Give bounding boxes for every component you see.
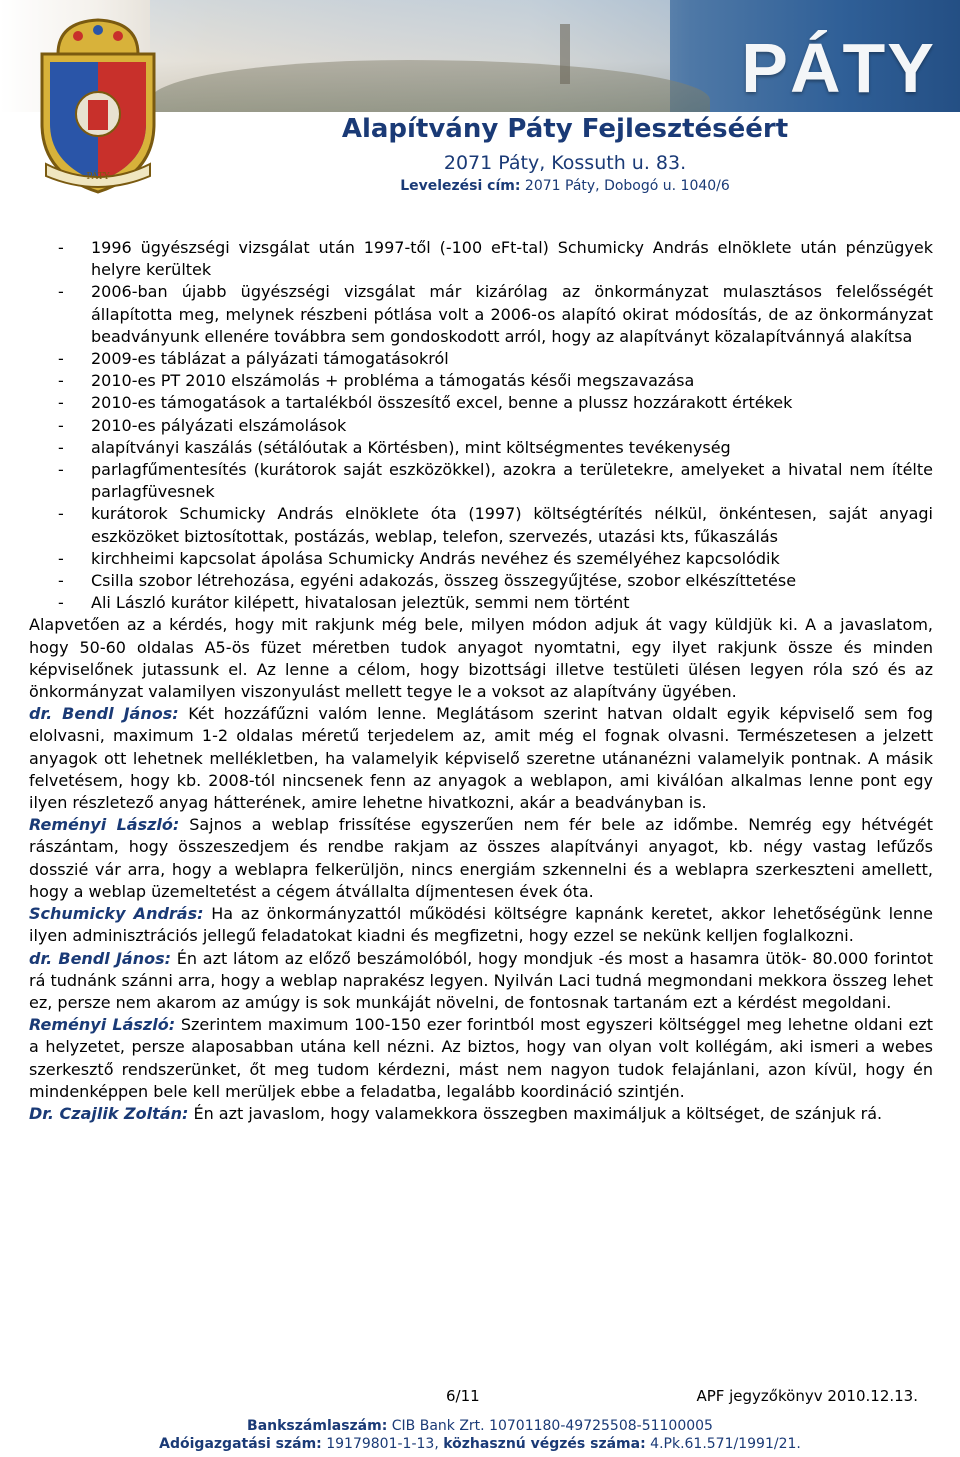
court-ruling-label: közhasznú végzés száma: bbox=[443, 1436, 646, 1452]
list-item: - 1996 ügyészségi vizsgálat után 1997-től (-100 eFt-tal) Schumicky András elnöklete után pénzügyek helyre kerültek bbox=[29, 237, 933, 281]
paragraph-text: Két hozzáfűzni valóm lenne. Meglátásom szerint hatvan oldalt egyik képviselő sem fog elolvasni, maximum 1-2 oldalas méretű terjedelem az, amit még el fognak olvasni. Természetesen a jelzett anyagok ott lehetnek mellékletben, ha valamelyik képviselő szeretne utánanézni valamelyik pontnak. A másik felvetésem, hogy kb. 2008-tól nincsenek fenn az anyagok a weblapon, ami kiválóan alkalmas lenne pont egy ilyen részletező anyag hátterének, amire lehetne hivatkozni, akár a beadványban is. bbox=[29, 704, 933, 813]
paragraph-text: Én azt javaslom, hogy valamekkora összegben maximáljuk a költséget, de szánjuk rá. bbox=[188, 1103, 883, 1123]
document-body bbox=[29, 237, 933, 1125]
bullet-list bbox=[29, 237, 933, 614]
paragraph bbox=[29, 703, 933, 814]
tax-number-value: 19179801-1-13, bbox=[326, 1436, 439, 1452]
list-item: - kirchheimi kapcsolat ápolása Schumicky András nevéhez és személyéhez kapcsolódik bbox=[29, 548, 933, 570]
banner-church-tower bbox=[560, 24, 570, 84]
list-item: - Ali László kurátor kilépett, hivatalosan jeleztük, semmi nem történt bbox=[29, 592, 933, 614]
list-item: - 2010-es pályázati elszámolások bbox=[29, 415, 933, 437]
speaker-name: dr. Bendl János: bbox=[29, 948, 172, 968]
bank-account-label: Bankszámlaszám: bbox=[247, 1418, 388, 1434]
speaker-name: dr. Bendl János: bbox=[29, 704, 179, 724]
list-item: - 2010-es PT 2010 elszámolás + probléma a támogatás késői megszavazása bbox=[29, 370, 933, 392]
bank-account-value: CIB Bank Zrt. 10701180-49725508-51100005 bbox=[391, 1418, 713, 1434]
list-item: - parlagfűmentesítés (kurátorok saját eszközökkel), azokra a területekre, amelyeket a hivatal nem ítélte parlagfüvesnek bbox=[29, 459, 933, 503]
paragraph bbox=[29, 1014, 933, 1103]
paragraph bbox=[29, 814, 933, 903]
speaker-name: Dr. Czajlik Zoltán: bbox=[29, 1103, 189, 1123]
paragraph bbox=[29, 614, 933, 703]
tax-info bbox=[0, 1436, 960, 1452]
paragraph-text: Sajnos a weblap frissítése egyszerűen nem fér bele az időmbe. Nemrég egy hétvégét rászántam, hogy összeszedjem és rendbe rakjam az összes alapítványi anyagot, kb. négy vastag lefűzős dosszié vár arra, hogy a weblapra felkerüljön, nincs energiám szkennelni és a weblapra szerkeszteni amellett, hogy a weblap üzemeltetést a cégem átvállalta díjmentesen évek óta. bbox=[29, 815, 933, 901]
paragraph bbox=[29, 903, 933, 947]
list-item: - Csilla szobor létrehozása, egyéni adakozás, összeg összegyűjtése, szobor elkészíttetése bbox=[29, 570, 933, 592]
mailing-address-value: 2071 Páty, Dobogó u. 1040/6 bbox=[524, 178, 730, 194]
speaker-name: Schumicky András: bbox=[29, 904, 204, 924]
banner-logo-text: PÁTY bbox=[741, 29, 936, 107]
mailing-address-label: Levelezési cím: bbox=[400, 178, 521, 194]
paragraph bbox=[29, 1103, 933, 1125]
mailing-address bbox=[0, 178, 960, 194]
paragraph-text: Ha az önkormányzattól működési költségre kapnánk keretet, akkor lehetőségünk lenne ilyen adminisztrációs jellegű feladatokat kiadni és megfizetni, hogy ezzel se nekünk kelljen foglalkozni. bbox=[29, 904, 934, 946]
page-number: 6/11 bbox=[446, 1387, 480, 1405]
paragraph bbox=[29, 948, 933, 1015]
list-item: - alapítványi kaszálás (sétálóutak a Körtésben), mint költségmentes tevékenység bbox=[29, 437, 933, 459]
crest-ribbon-text: PÁTY bbox=[86, 172, 110, 182]
court-ruling-value: 4.Pk.61.571/1991/21. bbox=[650, 1436, 801, 1452]
list-item: - kurátorok Schumicky András elnöklete óta (1997) költségtérítés nélkül, önkéntesen, saját anyagi eszközöket biztosítottak, postázás, weblap, telefon, szervezés, utazási kts, fűkaszálás bbox=[29, 503, 933, 547]
list-item: - 2006-ban újabb ügyészségi vizsgálat már kizárólag az önkormányzat mulasztásos felelősségét állapította meg, melynek részbeni pótlása volt a 2006-os alapító okirat módosítás, de az önkormányzat beadványunk ellenére továbbra sem gondoskodott arról, hogy az alapítványt közalapítvánnyá alakítsa bbox=[29, 281, 933, 348]
document-reference: APF jegyzőkönyv 2010.12.13. bbox=[696, 1387, 918, 1405]
list-item: - 2010-es támogatások a tartalékból összesítő excel, benne a plussz hozzárakott értékek bbox=[29, 392, 933, 414]
speaker-name: Reményi László: bbox=[29, 1015, 176, 1035]
tax-number-label: Adóigazgatási szám: bbox=[159, 1436, 322, 1452]
bank-account bbox=[0, 1418, 960, 1434]
organization-title: Alapítvány Páty Fejlesztéséért bbox=[341, 114, 789, 144]
paragraph-text: Én azt látom az előző beszámolóból, hogy mondjuk -és most a hasamra ütök- 80.000 forintot rá tudnánk szánni arra, hogy a weblap naprakész legyen. Nyilván Laci tudná megmondani mekkora összeg lehet ez, persze nem akarom az amúgy is sok munkáját növelni, de fontosnak tartanám ezt a kérdést megoldani. bbox=[29, 948, 934, 1012]
speaker-name: Reményi László: bbox=[29, 815, 180, 835]
list-item: - 2009-es táblázat a pályázati támogatásokról bbox=[29, 348, 933, 370]
organization-address: 2071 Páty, Kossuth u. 83. bbox=[443, 152, 687, 174]
paragraph-text: Szerintem maximum 100-150 ezer forintból most egyszeri költséggel meg lehetne oldani ezt a helyzetet, persze alaposabban utána kell nézni. Az biztos, hogy van olyan volt kollégám, aki ismeri a webes szerkesztő rendszerünket, őt meg tudom kérdezni, mást nem nagyon tudok felajánlani, azon kívül, hogy én mindenképpen bele kell merüljek ebbe a feladatba, legalább koordináció szintjén. bbox=[29, 1015, 933, 1101]
paragraph-text: Alapvetően az a kérdés, hogy mit rakjunk még bele, milyen módon adjuk át vagy küldjük ki. A a javaslatom, hogy 50-60 oldalas A5-ös füzet méretben tudok anyagot nyomtatni, egy ilyet rakjunk össze és minden képviselőnek jutassunk el. Az lenne a célom, hogy bizottsági illetve testületi ülésen legyen róla szó és az önkormányzat valamilyen viszonyulást mellett tegye le a voksot az alapítvány ügyében. bbox=[29, 615, 933, 702]
